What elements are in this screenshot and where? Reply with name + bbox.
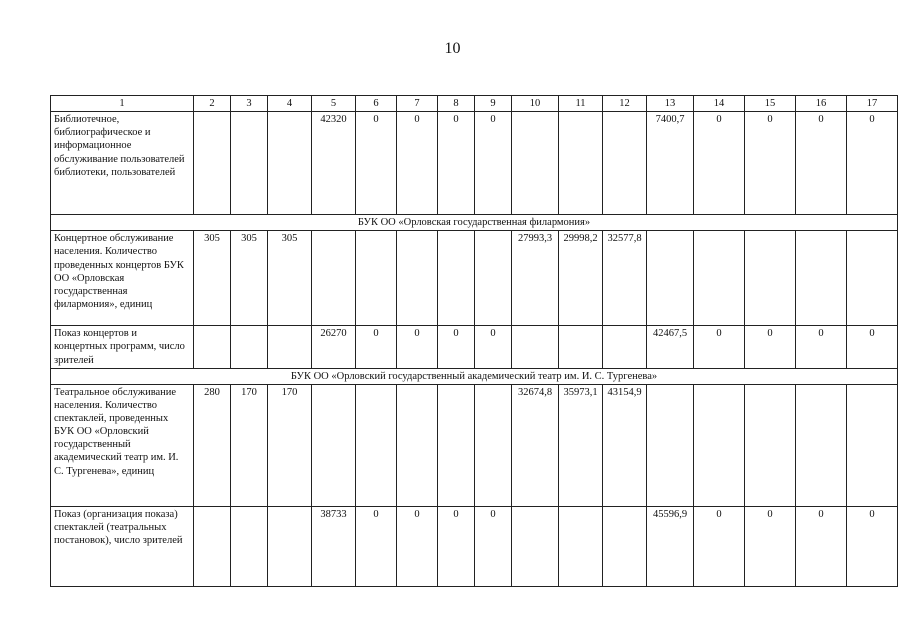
table-cell — [559, 506, 603, 586]
table-cell — [603, 506, 647, 586]
column-number: 1 — [51, 96, 194, 112]
column-number: 12 — [603, 96, 647, 112]
table-cell: 0 — [847, 326, 898, 368]
table-cell — [796, 231, 847, 326]
table-cell — [268, 326, 312, 368]
column-number: 10 — [512, 96, 559, 112]
table-cell — [438, 231, 475, 326]
table-cell: 0 — [796, 112, 847, 215]
table-cell — [356, 384, 397, 506]
column-number: 2 — [194, 96, 231, 112]
table-cell — [745, 231, 796, 326]
table-cell — [745, 384, 796, 506]
table-cell: 0 — [356, 326, 397, 368]
column-number: 14 — [694, 96, 745, 112]
table-cell: 0 — [475, 112, 512, 215]
table-cell: 305 — [231, 231, 268, 326]
page-number: 10 — [444, 40, 461, 57]
table-cell: 0 — [745, 506, 796, 586]
table-cell: 29998,2 — [559, 231, 603, 326]
table-cell: 0 — [475, 326, 512, 368]
table-cell — [559, 112, 603, 215]
column-number: 8 — [438, 96, 475, 112]
table-cell: 42467,5 — [647, 326, 694, 368]
table-cell: 35973,1 — [559, 384, 603, 506]
table-cell — [694, 231, 745, 326]
column-number: 15 — [745, 96, 796, 112]
table-cell — [356, 231, 397, 326]
column-number: 5 — [312, 96, 356, 112]
services-table — [50, 95, 898, 587]
table-cell — [647, 231, 694, 326]
table-cell: 0 — [694, 112, 745, 215]
table-cell — [268, 112, 312, 215]
table-cell: 170 — [268, 384, 312, 506]
service-description: Показ (организация показа) спектаклей (театральных постановок), число зрителей — [51, 506, 194, 586]
table-cell: 32674,8 — [512, 384, 559, 506]
table-cell — [847, 384, 898, 506]
column-number: 13 — [647, 96, 694, 112]
table-cell — [397, 384, 438, 506]
table-cell: 280 — [194, 384, 231, 506]
table-cell: 32577,8 — [603, 231, 647, 326]
table-cell: 305 — [268, 231, 312, 326]
table-cell — [603, 112, 647, 215]
column-number: 7 — [397, 96, 438, 112]
table-cell: 0 — [796, 326, 847, 368]
column-number: 16 — [796, 96, 847, 112]
table-cell: 0 — [745, 326, 796, 368]
table-cell: 305 — [194, 231, 231, 326]
table-cell: 43154,9 — [603, 384, 647, 506]
section-header-row — [51, 215, 898, 231]
service-description: Театральное обслуживание населения. Количество спектаклей, проведенных БУК ОО «Орловский государственный академический театр им. И. С. Тургенева», единиц — [51, 384, 194, 506]
table-cell: 0 — [438, 112, 475, 215]
table-cell: 0 — [694, 506, 745, 586]
table-row — [51, 506, 898, 586]
table-cell — [231, 326, 268, 368]
table-cell — [847, 231, 898, 326]
table-row — [51, 384, 898, 506]
column-number: 3 — [231, 96, 268, 112]
service-description: Библиотечное, библиографическое и информационное обслуживание пользователей библиотеки, пользователей — [51, 112, 194, 215]
table-cell — [194, 506, 231, 586]
table-cell — [512, 506, 559, 586]
table-cell: 0 — [397, 112, 438, 215]
table-cell — [512, 112, 559, 215]
table-cell — [231, 506, 268, 586]
table-cell — [647, 384, 694, 506]
table-cell — [194, 326, 231, 368]
table-cell — [694, 384, 745, 506]
table-cell: 0 — [356, 506, 397, 586]
table-row — [51, 112, 898, 215]
table-cell — [438, 384, 475, 506]
table-cell: 0 — [694, 326, 745, 368]
table-cell: 0 — [847, 112, 898, 215]
table-cell: 45596,9 — [647, 506, 694, 586]
table-cell: 0 — [397, 506, 438, 586]
table-cell — [312, 384, 356, 506]
table-cell — [796, 384, 847, 506]
table-cell — [231, 112, 268, 215]
column-number: 6 — [356, 96, 397, 112]
section-title: БУК ОО «Орловский государственный академический театр им. И. С. Тургенева» — [51, 368, 898, 384]
service-description: Показ концертов и концертных программ, число зрителей — [51, 326, 194, 368]
section-title: БУК ОО «Орловская государственная филармония» — [51, 215, 898, 231]
section-header-row — [51, 368, 898, 384]
column-number: 4 — [268, 96, 312, 112]
table-row — [51, 231, 898, 326]
table-cell: 0 — [796, 506, 847, 586]
table-cell: 0 — [847, 506, 898, 586]
table-cell — [603, 326, 647, 368]
table-cell — [559, 326, 603, 368]
table-cell: 0 — [475, 506, 512, 586]
table-cell: 26270 — [312, 326, 356, 368]
table-cell: 0 — [356, 112, 397, 215]
table-row — [51, 326, 898, 368]
table-cell: 27993,3 — [512, 231, 559, 326]
column-number: 9 — [475, 96, 512, 112]
table-cell: 38733 — [312, 506, 356, 586]
table-cell — [194, 112, 231, 215]
table-cell: 0 — [438, 326, 475, 368]
column-number: 11 — [559, 96, 603, 112]
table-cell — [475, 384, 512, 506]
table-cell: 7400,7 — [647, 112, 694, 215]
table-cell: 170 — [231, 384, 268, 506]
table-cell — [312, 231, 356, 326]
table-cell: 42320 — [312, 112, 356, 215]
table-cell: 0 — [438, 506, 475, 586]
table-cell — [397, 231, 438, 326]
table-cell: 0 — [745, 112, 796, 215]
table-cell — [512, 326, 559, 368]
service-description: Концертное обслуживание населения. Количество проведенных концертов БУК ОО «Орловская государственная филармония», единиц — [51, 231, 194, 326]
column-number-row — [51, 96, 898, 112]
table-cell — [475, 231, 512, 326]
column-number: 17 — [847, 96, 898, 112]
table-cell: 0 — [397, 326, 438, 368]
table-cell — [268, 506, 312, 586]
